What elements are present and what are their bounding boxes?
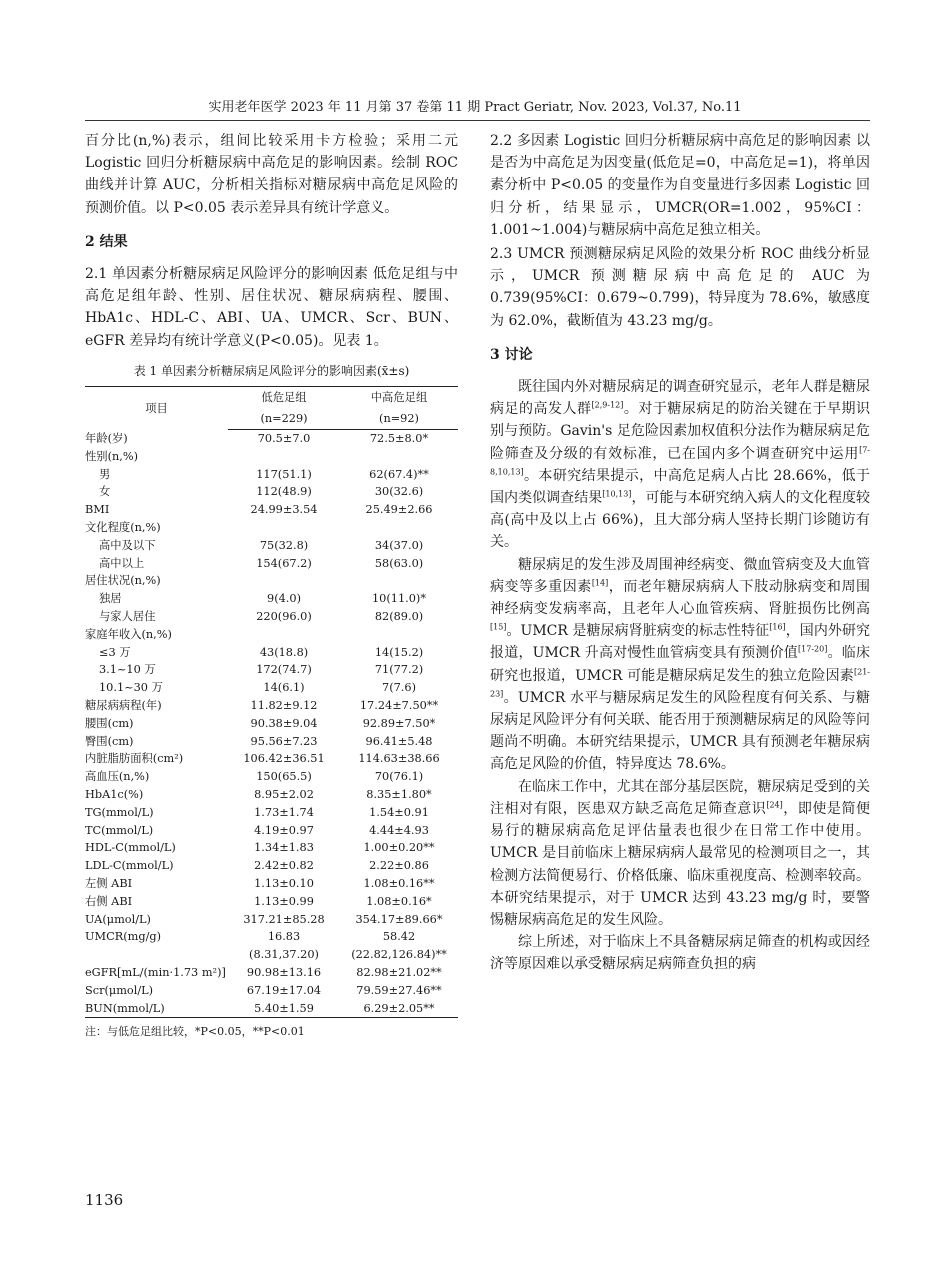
col-header-low-n: (n=229) <box>228 408 340 430</box>
table-row <box>85 519 458 537</box>
high-risk-value: 82.98±21.02** <box>356 965 442 979</box>
low-risk-value: 117(51.1) <box>256 467 312 481</box>
row-label: LDL-C(mmol/L) <box>85 859 174 873</box>
table-1 <box>85 386 458 1018</box>
row-label: TC(mmol/L) <box>85 823 154 837</box>
low-risk-value: 43(18.8) <box>259 645 309 659</box>
col-header-low: 低危足组 <box>228 387 340 409</box>
high-risk-value: 72.5±8.0* <box>369 432 429 446</box>
high-risk-value: 10(11.0)* <box>372 592 426 606</box>
citation: [17-20] <box>798 644 828 654</box>
high-risk-value: 58(63.0) <box>374 556 424 570</box>
high-risk-value: 1.08±0.16* <box>366 894 432 908</box>
low-risk-value: 5.40±1.59 <box>228 1000 340 1018</box>
low-risk-value: 24.99±3.54 <box>250 503 318 517</box>
high-risk-value <box>340 626 458 644</box>
low-risk-value: 2.42±0.82 <box>254 859 314 873</box>
section-2-3: 2.3 UMCR 预测糖尿病足风险的效果分析 ROC 曲线分析显示，UMCR 预测糖尿病中高危足的 AUC 为 0.739(95%CI：0.679~0.799)，特异度为 78.6%，敏感度为 62.0%，截断值为 43.23 mg/g。 <box>490 246 870 329</box>
high-risk-value: 8.35±1.80* <box>366 787 432 801</box>
row-label: 文化程度(n,%) <box>85 521 161 535</box>
row-label: 年龄(岁) <box>85 431 128 445</box>
high-risk-value: 1.54±0.91 <box>369 805 429 819</box>
low-risk-value: 90.38±9.04 <box>250 716 318 730</box>
citation: [16] <box>769 622 786 632</box>
low-risk-value: 1.34±1.83 <box>254 841 314 855</box>
low-risk-value <box>228 626 340 644</box>
table-row <box>85 697 458 715</box>
table-row <box>85 733 458 751</box>
row-label: 家庭年收入(n,%) <box>85 627 172 641</box>
low-risk-value: 1.13±0.10 <box>254 876 314 890</box>
row-label: 居住状况(n,%) <box>85 574 161 588</box>
low-risk-value: 112(48.9) <box>256 485 312 499</box>
row-label: 高中以上 <box>99 556 145 570</box>
high-risk-value: 30(32.6) <box>374 485 424 499</box>
row-label: eGFR[mL/(min·1.73 m²)] <box>85 965 226 979</box>
discussion-paragraph-2: 糖尿病足的发生涉及周围神经病变、微血管病变及大血管病变等多重因素[14]，而老年糖尿病病人下肢动脉病变和周围神经病变发病率高，且老年人心血管疾病、肾脏损伤比例高[15]。UMCR 是糖尿病肾脏病变的标志性特征[16]，国内外研究报道，UMCR 升高对慢性血管病变具有预测价值[17-20]。临床研究也报道，UMCR 可能是糖尿病足发生的独立危险因素[21-23]。UMCR 水平与糖尿病足发生的风险程度有何关系、与糖尿病足风险评分有何关联、能否用于预测糖尿病足的风险等问题尚不明确。本研究结果提示，UMCR 具有预测老年糖尿病高危足风险的价值，特异度达 78.6%。 <box>490 556 871 773</box>
row-label: Scr(μmol/L) <box>85 983 154 997</box>
row-label: 独居 <box>99 592 122 606</box>
row-label <box>85 946 228 964</box>
row-label: 高血压(n,%) <box>85 770 150 784</box>
table-row <box>85 430 458 448</box>
row-label: UMCR(mg/g) <box>85 930 162 944</box>
low-risk-value: 75(32.8) <box>259 538 309 552</box>
table-row <box>85 644 458 662</box>
table-row <box>85 661 458 679</box>
row-label: 与家人居住 <box>99 610 156 623</box>
row-label: 高中及以下 <box>99 538 156 552</box>
low-risk-value: 95.56±7.23 <box>250 734 318 748</box>
methods-paragraph: 百分比(n,%)表示，组间比较采用卡方检验；采用二元 Logistic 回归分析糖尿病中高危足的影响因素。绘制 ROC 曲线并计算 AUC，分析相关指标对糖尿病中高危足风险的预测价值。以 P<0.05 表示差异具有统计学意义。 <box>85 133 458 216</box>
citation: [21-23] <box>490 667 870 699</box>
table-row <box>85 928 458 946</box>
low-risk-value: 16.83 <box>267 930 301 944</box>
high-risk-value: 58.42 <box>382 930 416 944</box>
row-label: 左侧 ABI <box>85 876 133 890</box>
low-risk-value: 172(74.7) <box>256 663 312 677</box>
table-row <box>85 466 458 484</box>
row-label: BMI <box>85 503 110 517</box>
low-risk-value: 70.5±7.0 <box>257 432 311 446</box>
row-label: HbA1c(%) <box>85 787 144 801</box>
header-rule <box>85 120 870 121</box>
table-body <box>85 430 458 1018</box>
high-risk-value <box>340 572 458 590</box>
col-header-high: 中高危足组 <box>340 387 458 409</box>
citation: [10,13] <box>602 489 632 499</box>
page-number: 1136 <box>85 1191 124 1209</box>
table-row <box>85 893 458 911</box>
table-row <box>85 911 458 929</box>
high-risk-value: 71(77.2) <box>374 663 424 677</box>
table-row <box>85 946 458 964</box>
right-column <box>490 130 870 976</box>
high-risk-value: 62(67.4)** <box>369 467 429 481</box>
high-risk-value <box>340 519 458 537</box>
table-row <box>85 964 458 982</box>
low-risk-value: 4.19±0.97 <box>254 823 314 837</box>
table-row <box>85 626 458 644</box>
table-row <box>85 483 458 501</box>
table-row <box>85 448 458 466</box>
results-heading: 2 结果 <box>85 233 128 250</box>
high-risk-value: 114.63±38.66 <box>358 752 440 766</box>
section-2-2: 2.2 多因素 Logistic 回归分析糖尿病中高危足的影响因素 以是否为中高危足为因变量(低危足=0，中高危足=1)，将单因素分析中 P<0.05 的变量作为自变量进行多因素 Logistic 回归分析，结果显示，UMCR(OR=1.002，95%CI：1.001~1.004)与糖尿病中高危足独立相关。 <box>490 133 870 238</box>
low-risk-value: 150(65.5) <box>256 770 312 784</box>
high-risk-value: 17.24±7.50** <box>359 698 439 712</box>
high-risk-value: 14(15.2) <box>374 645 424 659</box>
low-risk-value: 14(6.1) <box>263 681 305 695</box>
row-label: 内脏脂肪面积(cm²) <box>85 752 184 766</box>
table-row <box>85 768 458 786</box>
table-row <box>85 608 458 626</box>
high-risk-value: 96.41±5.48 <box>365 734 433 748</box>
high-risk-value: 1.00±0.20** <box>363 841 435 855</box>
high-risk-value: 25.49±2.66 <box>365 503 433 517</box>
row-label: 3.1~10 万 <box>99 663 156 677</box>
citation: [15] <box>490 622 507 632</box>
row-label: TG(mmol/L) <box>85 805 154 819</box>
high-risk-value: 354.17±89.66* <box>355 912 443 926</box>
row-label: 性别(n,%) <box>85 449 139 463</box>
row-label: 男 <box>99 467 111 481</box>
high-risk-value: 82(89.0) <box>374 610 424 623</box>
low-risk-value <box>228 572 340 590</box>
table-row <box>85 572 458 590</box>
high-risk-value: 1.08±0.16** <box>363 876 435 890</box>
section-2-1: 2.1 单因素分析糖尿病足风险评分的影响因素 低危足组与中高危足组年龄、性别、居住状况、糖尿病病程、腰围、HbA1c、HDL-C、ABI、UA、UMCR、Scr、BUN、eGFR 差异均有统计学意义(P<0.05)。见表 1。 <box>85 266 458 349</box>
row-label: 10.1~30 万 <box>99 681 163 695</box>
left-column <box>85 130 458 1044</box>
table-row <box>85 750 458 768</box>
running-header: 实用老年医学 2023 年 11 月第 37 卷第 11 期 Pract Geriatr, Nov. 2023, Vol.37, No.11 <box>208 100 742 115</box>
table-row <box>85 715 458 733</box>
high-risk-value: 6.29±2.05** <box>340 1000 458 1018</box>
citation: [14] <box>591 578 609 588</box>
table-row <box>85 804 458 822</box>
high-risk-value: 92.89±7.50* <box>362 716 436 730</box>
high-risk-value: 34(37.0) <box>374 538 424 552</box>
low-risk-value <box>228 448 340 466</box>
high-risk-value: (22.82,126.84)** <box>351 948 447 962</box>
low-risk-value: 154(67.2) <box>256 556 312 570</box>
high-risk-value: 4.44±4.93 <box>369 823 429 837</box>
low-risk-value <box>228 519 340 537</box>
row-label: UA(μmol/L) <box>85 912 151 926</box>
table-row <box>85 822 458 840</box>
table-row <box>85 839 458 857</box>
col-header-item: 项目 <box>85 387 228 430</box>
row-label: HDL-C(mmol/L) <box>85 841 176 855</box>
row-label: 女 <box>99 485 111 499</box>
low-risk-value: 1.13±0.99 <box>254 894 314 908</box>
col-header-high-n: (n=92) <box>340 408 458 430</box>
table-row <box>85 786 458 804</box>
table-row <box>85 1000 458 1018</box>
row-label: BUN(mmol/L) <box>85 1000 228 1018</box>
citation: [7-8,10,13] <box>490 444 870 477</box>
low-risk-value: (8.31,37.20) <box>249 948 319 962</box>
low-risk-value: 317.21±85.28 <box>243 912 325 926</box>
high-risk-value: 79.59±27.46** <box>356 983 442 997</box>
high-risk-value: 70(76.1) <box>374 770 424 784</box>
discussion-paragraph-3: 在临床工作中，尤其在部分基层医院，糖尿病足受到的关注相对有限，医患双方缺乏高危足筛查意识[24]，即使是简便易行的糖尿病高危足评估量表也很少在日常工作中使用。UMCR 是目前临床上糖尿病病人最常见的检测项目之一，其检测方法简便易行、价格低廉、临床重视度高、检测率较高。本研究结果提示，对于 UMCR 达到 43.23 mg/g 时，要警惕糖尿病高危足的发生风险。 <box>490 778 871 928</box>
table-row <box>85 501 458 519</box>
low-risk-value: 9(4.0) <box>267 592 301 606</box>
discussion-heading: 3 讨论 <box>490 346 533 363</box>
table-row <box>85 590 458 608</box>
low-risk-value: 8.95±2.02 <box>254 787 314 801</box>
low-risk-value: 1.73±1.74 <box>254 805 314 819</box>
table-note: 注：与低危足组比较，*P<0.05，**P<0.01 <box>85 1025 305 1039</box>
citation: [24] <box>766 800 783 810</box>
table-row <box>85 857 458 875</box>
table-row <box>85 982 458 1000</box>
row-label: 臀围(cm) <box>85 734 134 748</box>
high-risk-value: 2.22±0.86 <box>369 859 429 873</box>
table-row <box>85 537 458 555</box>
table-row <box>85 875 458 893</box>
low-risk-value: 67.19±17.04 <box>246 983 322 997</box>
high-risk-value <box>340 448 458 466</box>
row-label: 腰围(cm) <box>85 716 134 730</box>
low-risk-value: 11.82±9.12 <box>250 698 318 712</box>
low-risk-value: 220(96.0) <box>256 610 312 623</box>
low-risk-value: 90.98±13.16 <box>246 965 322 979</box>
table-row <box>85 555 458 573</box>
row-label: 糖尿病病程(年) <box>85 698 162 712</box>
table-row <box>85 679 458 697</box>
high-risk-value: 7(7.6) <box>382 681 416 695</box>
citation: [2,9-12] <box>591 400 624 410</box>
row-label: 右侧 ABI <box>85 894 133 908</box>
table-caption: 表 1 单因素分析糖尿病足风险评分的影响因素(x̄±s) <box>133 363 410 378</box>
discussion-paragraph-1: 既往国内外对糖尿病足的调查研究显示，老年人群是糖尿病足的高发人群[2,9-12]。对于糖尿病足的防治关键在于早期识别与预防。Gavin's 足危险因素加权值积分法作为糖尿病足危险筛查及分级的有效标准，已在国内多个调查研究中运用[7-8,10,13]。本研究结果提示，中高危足病人占比 28.66%，低于国内类似调查结果[10,13]，可能与本研究纳入病人的文化程度较高(高中及以上占 66%)，且大部分病人坚持长期门诊随访有关。 <box>490 379 871 551</box>
discussion-paragraph-4: 综上所述，对于临床上不具备糖尿病足筛查的机构或因经济等原因难以承受糖尿病足病筛查负担的病 <box>490 934 870 973</box>
row-label: ≤3 万 <box>99 645 131 659</box>
low-risk-value: 106.42±36.51 <box>243 752 325 766</box>
